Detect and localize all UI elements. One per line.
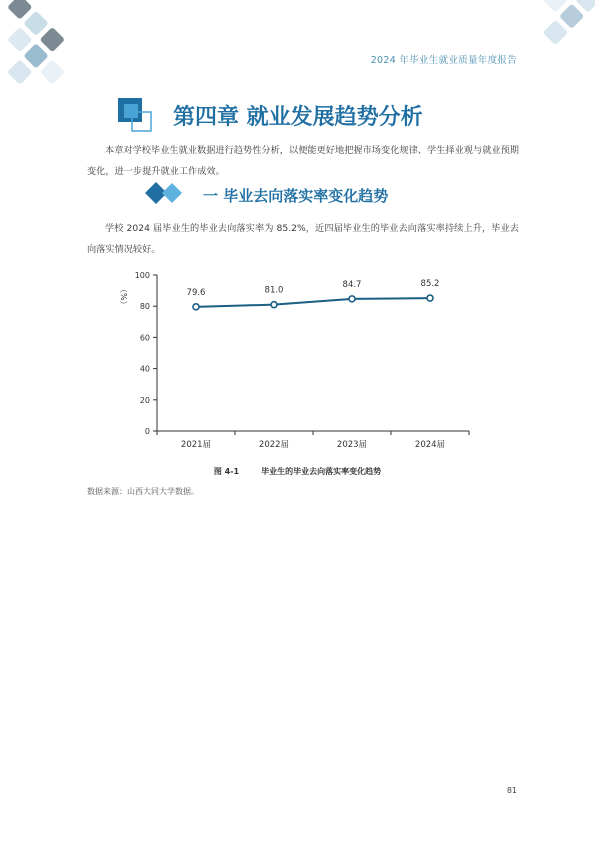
- data-source: 数据来源：山西大同大学数据。: [87, 487, 199, 496]
- section-heading: [145, 180, 445, 208]
- diamond-icon: [145, 182, 187, 204]
- data-label: 79.6: [186, 287, 206, 298]
- page-number: 81: [506, 786, 517, 795]
- data-label: 84.7: [342, 279, 362, 290]
- data-label: 81.0: [264, 285, 284, 296]
- running-header: 2024 年毕业生就业质量年度报告: [370, 55, 517, 66]
- data-point: [271, 302, 277, 308]
- figure-label: 图 4-1: [213, 467, 240, 476]
- y-tick-label: 40: [139, 364, 150, 374]
- chapter-heading: [118, 96, 478, 136]
- data-point: [349, 296, 355, 302]
- figure-caption-text: 毕业生的毕业去向落实率变化趋势: [261, 467, 382, 476]
- body-paragraph: 学校 2024 届毕业生的毕业去向落实率为 85.2%，近四届毕业生的毕业去向落实率持续上升，毕业去向落实情况较好。: [87, 223, 519, 255]
- y-axis-label: （%）: [119, 285, 128, 309]
- data-label: 85.2: [420, 279, 440, 290]
- y-tick-label: 20: [139, 395, 150, 405]
- x-tick-label: 2024届: [414, 440, 446, 450]
- x-tick-label: 2021届: [180, 440, 212, 450]
- header-decoration: [0, 0, 595, 90]
- y-tick-label: 100: [134, 271, 150, 280]
- data-point: [427, 295, 433, 301]
- y-tick-label: 80: [139, 302, 150, 312]
- data-point: [193, 304, 199, 310]
- chart-canvas: [105, 262, 485, 462]
- figure-caption: [0, 466, 595, 477]
- section-title: 一 毕业去向落实率变化趋势: [203, 187, 389, 205]
- x-tick-label: 2023届: [336, 440, 368, 450]
- y-tick-label: 60: [139, 333, 150, 343]
- chapter-title: 第四章 就业发展趋势分析: [173, 104, 423, 130]
- line-chart: [105, 262, 485, 462]
- intro-paragraph: 本章对学校毕业生就业数据进行趋势性分析，以便能更好地把握市场变化规律、学生择业观与就业预期变化，进一步提升就业工作成效。: [87, 145, 519, 177]
- x-tick-label: 2022届: [258, 440, 290, 450]
- chapter-squares-icon: [118, 98, 152, 132]
- series-line: [196, 298, 430, 307]
- y-tick-label: 0: [144, 427, 150, 436]
